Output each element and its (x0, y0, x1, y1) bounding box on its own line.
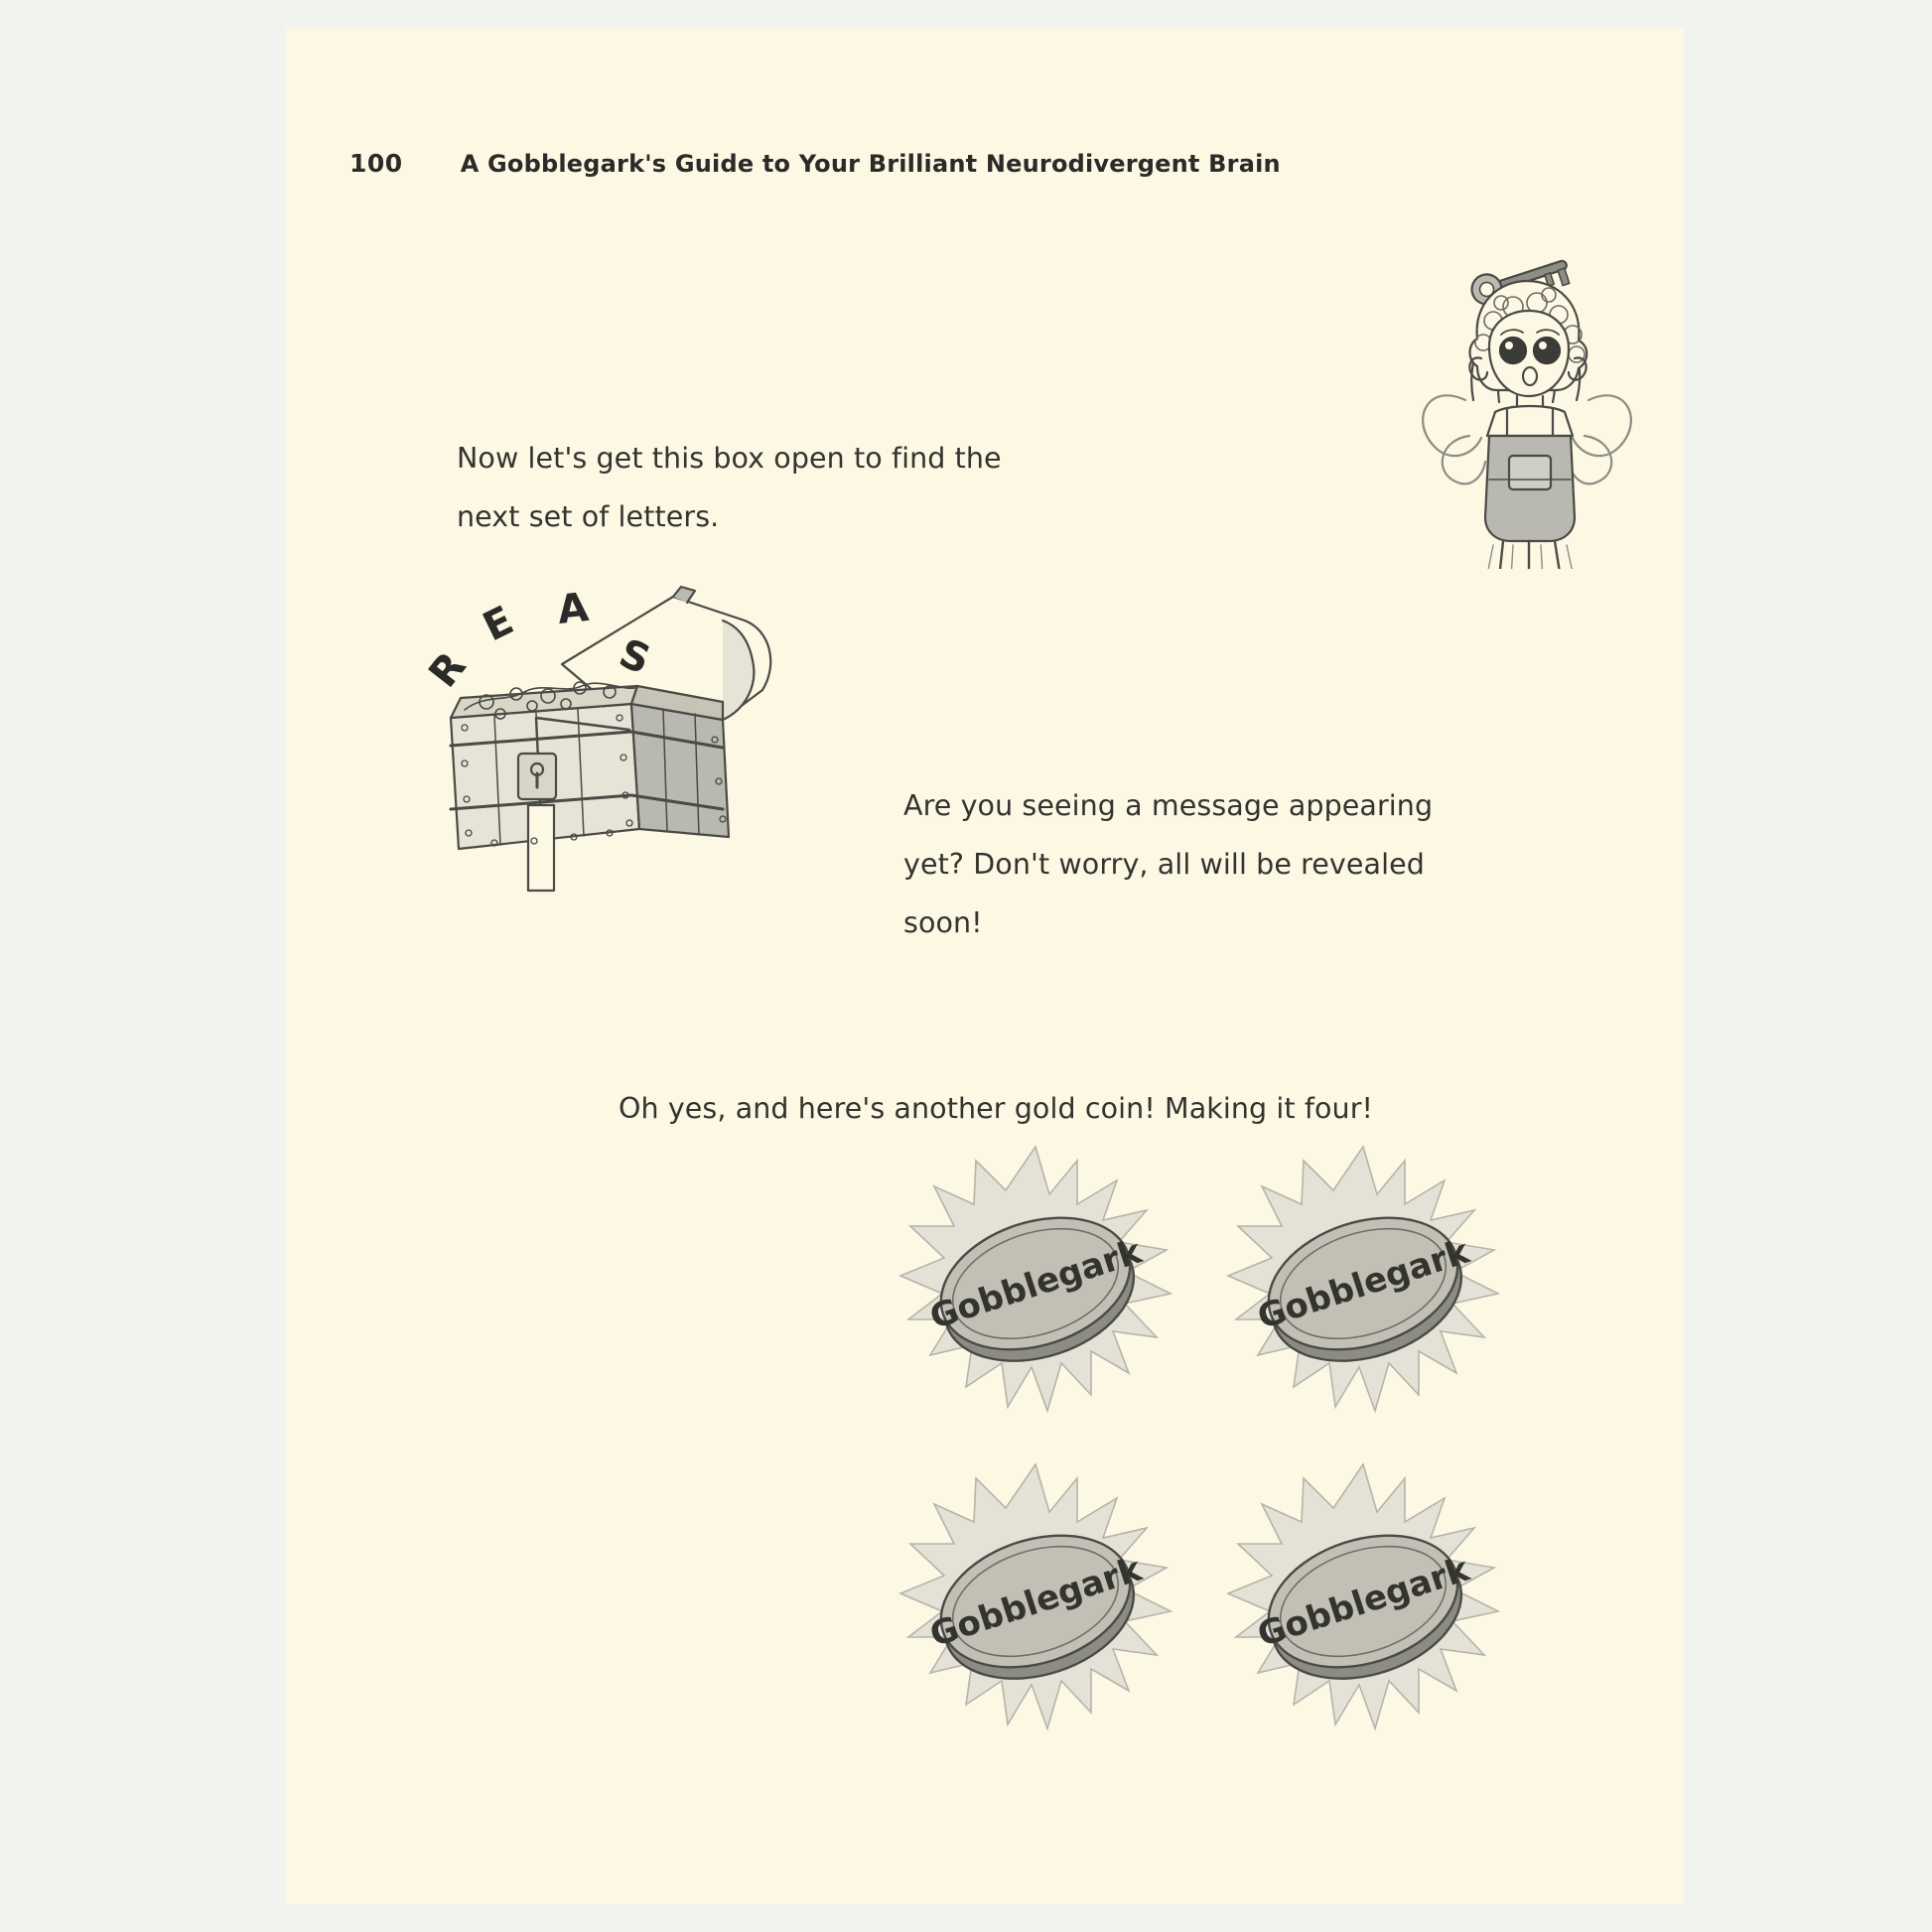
floating-letter-r: R (425, 643, 476, 697)
gold-coin-3 (887, 1452, 1184, 1750)
floating-letter-s: S (613, 630, 657, 684)
paragraph-open-box: Now let's get this box open to find the next set of letters. (457, 441, 1002, 533)
coin-label: Gobblegark (924, 1231, 1147, 1338)
floating-letter-a: A (555, 584, 591, 633)
paragraph-gold-coin: Oh yes, and here's another gold coin! Making it four! (618, 1091, 1374, 1125)
running-head (349, 149, 1281, 178)
gobblegark-fairy-illustration (1378, 251, 1676, 569)
gold-coin-group (887, 1135, 1522, 1750)
book-title: A Gobblegark's Guide to Your Brilliant Neurodivergent Brain (460, 150, 1281, 178)
page-number: 100 (349, 149, 403, 178)
paragraph-message-appearing: Are you seeing a message appearing yet? Don't worry, all will be revealed soon! (903, 788, 1434, 939)
book-page (286, 28, 1684, 1904)
coin-label: Gobblegark (924, 1549, 1147, 1656)
coin-label: Gobblegark (1252, 1231, 1474, 1338)
gold-coin-1 (887, 1135, 1184, 1433)
gold-coin-4 (1214, 1452, 1512, 1750)
gold-coin-2 (1214, 1135, 1512, 1433)
treasure-chest-illustration (425, 569, 842, 926)
coin-label: Gobblegark (1252, 1549, 1474, 1656)
floating-letter-e: E (476, 598, 521, 651)
